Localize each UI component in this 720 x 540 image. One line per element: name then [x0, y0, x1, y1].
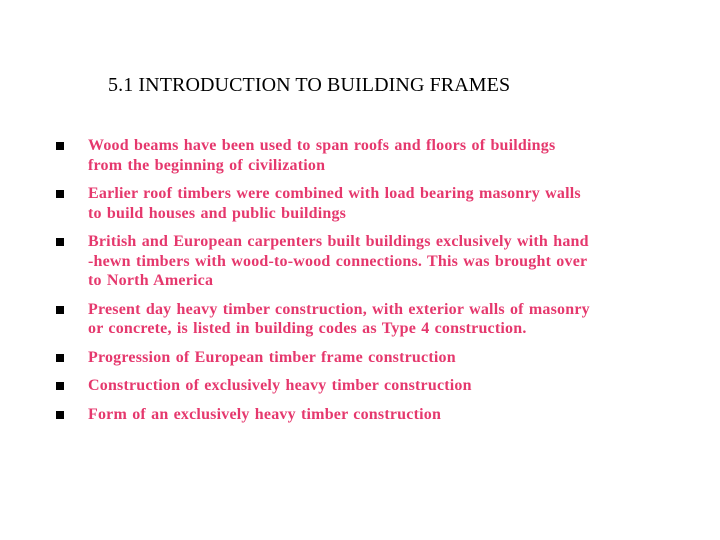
bullet-text — [88, 376, 696, 396]
bullet-text — [88, 300, 696, 339]
bullet-line: Wood beams have been used to span roofs and floors of buildings — [88, 137, 556, 154]
square-bullet-icon — [56, 411, 64, 419]
bullet-item — [56, 136, 696, 175]
bullet-line: from the beginning of civilization — [88, 156, 326, 174]
bullet-item — [56, 184, 696, 223]
square-bullet-icon — [56, 354, 64, 362]
bullet-item — [56, 300, 696, 339]
slide-title: 5.1 INTRODUCTION TO BUILDING FRAMES — [108, 74, 511, 96]
bullet-line: to build houses and public buildings — [88, 204, 347, 222]
square-bullet-icon — [56, 142, 64, 150]
bullet-item — [56, 232, 696, 291]
bullet-text — [88, 232, 696, 291]
bullet-line: Construction of exclusively heavy timber construction — [88, 377, 472, 394]
bullet-item — [56, 348, 696, 368]
bullet-line: -hewn timbers with wood-to-wood connections. This was brought over — [88, 252, 588, 270]
bullet-line: Present day heavy timber construction, with exterior walls of masonry — [88, 300, 590, 318]
bullet-line: British and European carpenters built buildings exclusively with hand — [88, 233, 589, 250]
bullet-line: Progression of European timber frame construction — [88, 348, 456, 366]
bullet-text — [88, 136, 696, 175]
bullet-list — [56, 136, 696, 424]
bullet-text — [88, 184, 696, 223]
square-bullet-icon — [56, 190, 64, 198]
bullet-item — [56, 405, 696, 425]
bullet-line: or concrete, is listed in building codes as Type 4 construction. — [88, 320, 527, 337]
square-bullet-icon — [56, 382, 64, 390]
square-bullet-icon — [56, 306, 64, 314]
bullet-line: Form of an exclusively heavy timber construction — [88, 405, 442, 423]
bullet-line: Earlier roof timbers were combined with load bearing masonry walls — [88, 185, 581, 202]
bullet-line: to North America — [88, 272, 214, 289]
bullet-text — [88, 405, 696, 425]
bullet-text — [88, 348, 696, 368]
square-bullet-icon — [56, 238, 64, 246]
bullet-item — [56, 376, 696, 396]
